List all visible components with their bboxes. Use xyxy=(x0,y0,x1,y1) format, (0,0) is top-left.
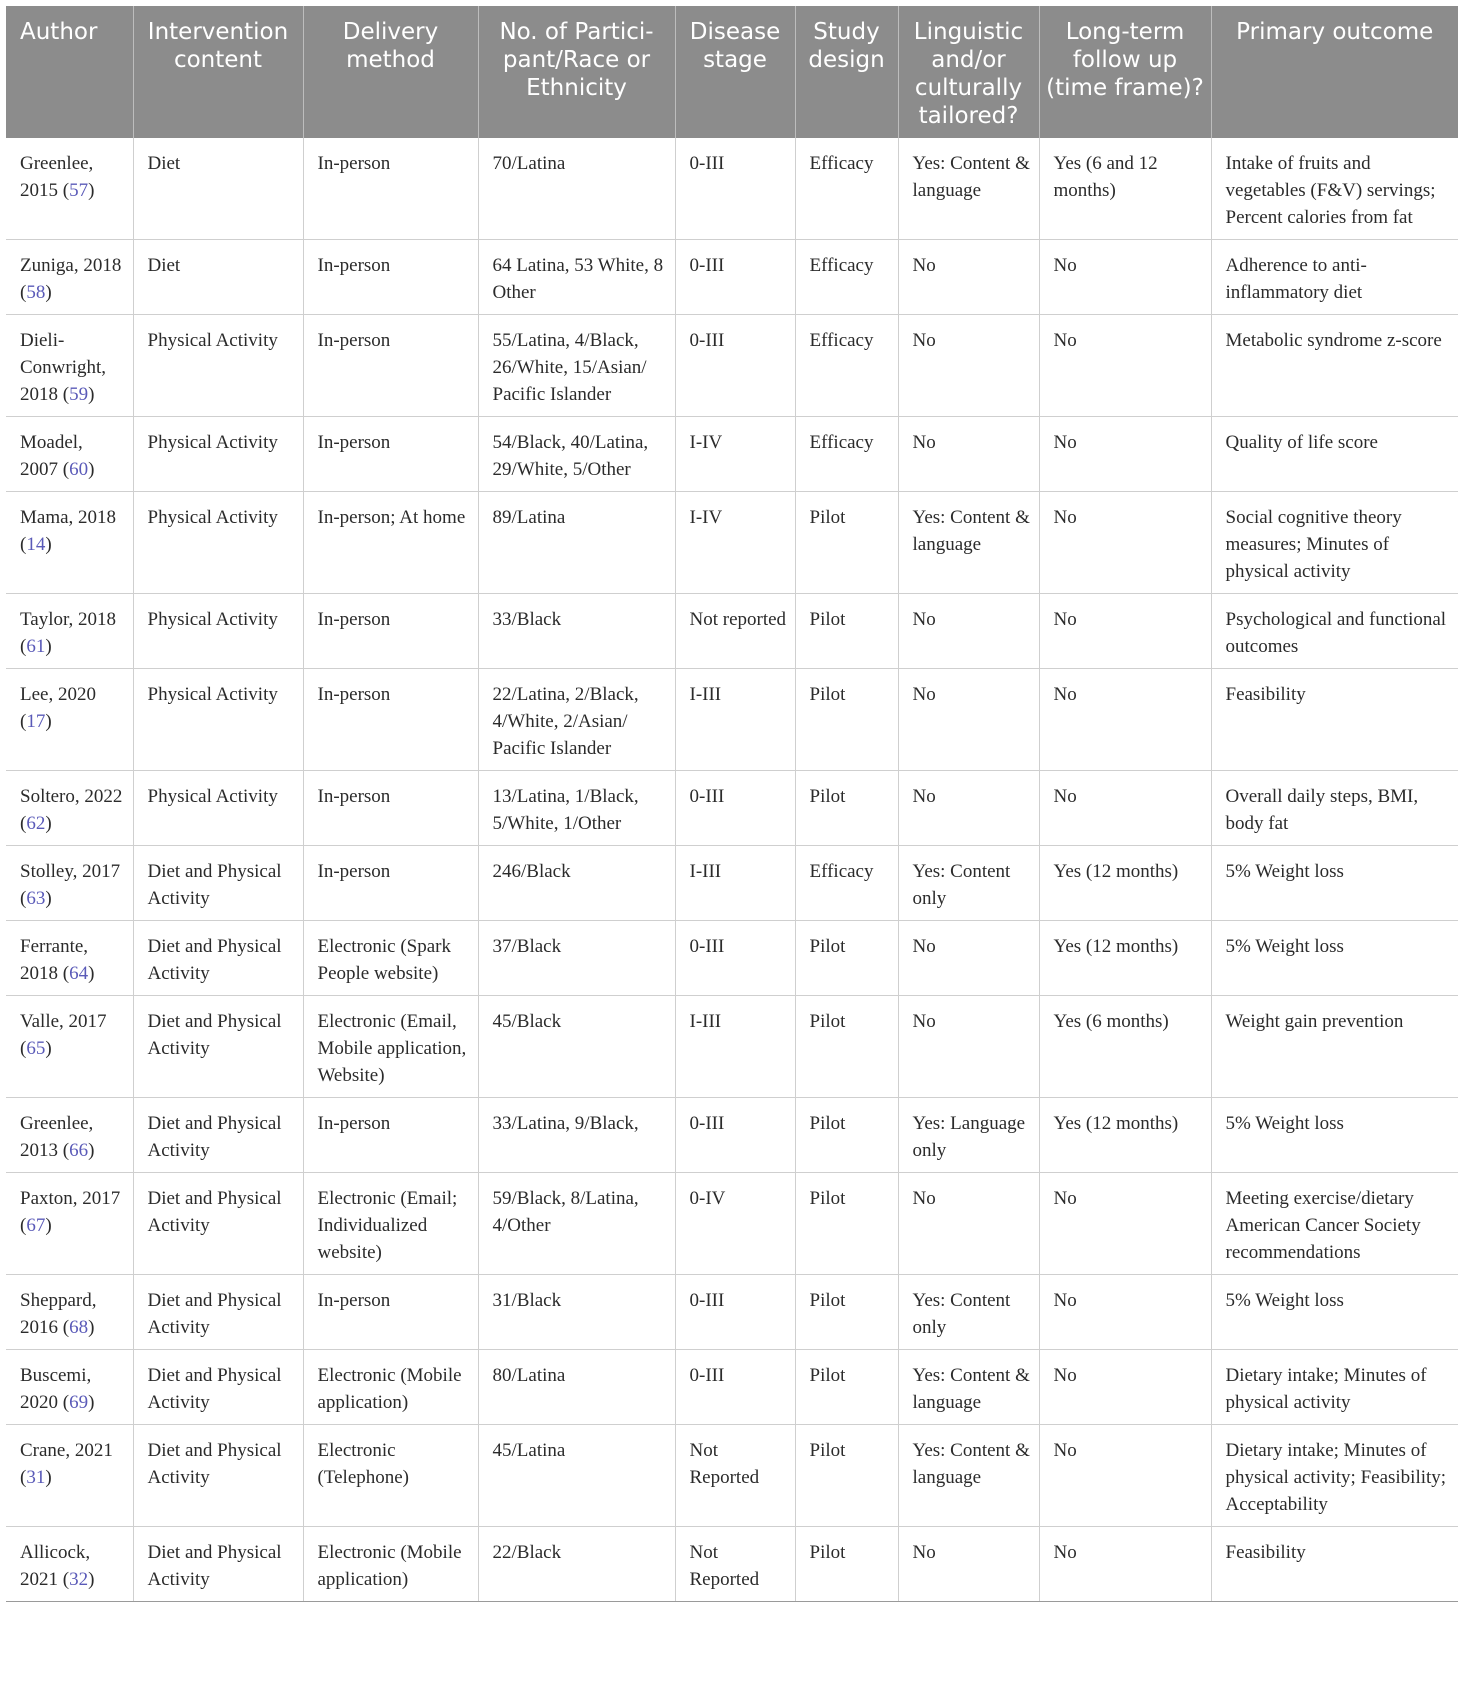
cell-author: Greenlee, 2015 (57) xyxy=(6,138,133,240)
cell-participants: 70/Latina xyxy=(478,138,675,240)
cell-participants: 89/Latina xyxy=(478,492,675,594)
author-name: Valle, 2017 xyxy=(20,1011,107,1032)
cell-delivery-method: In-person xyxy=(303,669,478,771)
table-row xyxy=(6,1350,1458,1425)
cell-delivery-method: Electronic (Spark People website) xyxy=(303,921,478,996)
author-name: Greenlee, 2013 xyxy=(20,1113,94,1161)
table-row xyxy=(6,240,1458,315)
cell-tailored: Yes: Content & language xyxy=(898,138,1039,240)
cell-study-design: Efficacy xyxy=(795,846,898,921)
cell-author: Moadel, 2007 (60) xyxy=(6,417,133,492)
cell-disease-stage: Not Reported xyxy=(675,1425,795,1527)
cell-participants: 22/Black xyxy=(478,1527,675,1602)
reference-link[interactable]: 69 xyxy=(69,1392,89,1413)
table-row xyxy=(6,492,1458,594)
author-name: Mama, 2018 xyxy=(20,507,117,528)
cell-participants: 45/Latina xyxy=(478,1425,675,1527)
cell-participants: 80/Latina xyxy=(478,1350,675,1425)
table-row xyxy=(6,846,1458,921)
table-row xyxy=(6,594,1458,669)
cell-study-design: Efficacy xyxy=(795,240,898,315)
cell-participants: 55/Latina, 4/Black, 26/White, 15/Asian/ Pacific Islander xyxy=(478,315,675,417)
cell-intervention-content: Diet and Physical Activity xyxy=(133,921,303,996)
cell-follow-up: No xyxy=(1039,1275,1211,1350)
table-row xyxy=(6,1275,1458,1350)
cell-follow-up: Yes (6 and 12 months) xyxy=(1039,138,1211,240)
author-name: Buscemi, 2020 xyxy=(20,1365,92,1413)
table-row xyxy=(6,771,1458,846)
cell-primary-outcome: 5% Weight loss xyxy=(1211,1098,1458,1173)
cell-intervention-content: Diet and Physical Activity xyxy=(133,1527,303,1602)
reference-link[interactable]: 17 xyxy=(26,711,46,732)
author-name: Stolley, 2017 xyxy=(20,861,121,882)
cell-delivery-method: Electronic (Mobile application) xyxy=(303,1350,478,1425)
cell-primary-outcome: Feasibility xyxy=(1211,669,1458,771)
author-name: Ferrante, 2018 xyxy=(20,936,89,984)
cell-follow-up: No xyxy=(1039,1173,1211,1275)
cell-disease-stage: Not Reported xyxy=(675,1527,795,1602)
cell-participants: 54/Black, 40/Latina, 29/White, 5/Other xyxy=(478,417,675,492)
cell-primary-outcome: Adherence to anti-inflammatory diet xyxy=(1211,240,1458,315)
table-container xyxy=(6,6,1458,1602)
cell-delivery-method: In-person xyxy=(303,846,478,921)
cell-study-design: Efficacy xyxy=(795,315,898,417)
table-row xyxy=(6,1098,1458,1173)
author-name: Allicock, 2021 xyxy=(20,1542,91,1590)
header-delivery-method: Delivery method xyxy=(303,6,478,138)
cell-disease-stage: 0-IV xyxy=(675,1173,795,1275)
cell-tailored: Yes: Content only xyxy=(898,846,1039,921)
cell-author: Paxton, 2017 (67) xyxy=(6,1173,133,1275)
cell-tailored: Yes: Content & language xyxy=(898,1350,1039,1425)
cell-study-design: Efficacy xyxy=(795,417,898,492)
cell-primary-outcome: Dietary intake; Minutes of physical activity; Feasibility; Acceptability xyxy=(1211,1425,1458,1527)
cell-tailored: No xyxy=(898,771,1039,846)
reference-link[interactable]: 62 xyxy=(26,813,46,834)
header-study-design: Study design xyxy=(795,6,898,138)
cell-tailored: Yes: Content & language xyxy=(898,492,1039,594)
cell-intervention-content: Diet and Physical Activity xyxy=(133,996,303,1098)
cell-tailored: Yes: Language only xyxy=(898,1098,1039,1173)
cell-participants: 246/Black xyxy=(478,846,675,921)
cell-follow-up: No xyxy=(1039,417,1211,492)
cell-delivery-method: In-person xyxy=(303,1098,478,1173)
cell-delivery-method: In-person xyxy=(303,594,478,669)
cell-disease-stage: 0-III xyxy=(675,1098,795,1173)
table-row xyxy=(6,996,1458,1098)
cell-delivery-method: In-person xyxy=(303,1275,478,1350)
table-row xyxy=(6,315,1458,417)
author-name: Moadel, 2007 xyxy=(20,432,83,480)
cell-participants: 45/Black xyxy=(478,996,675,1098)
reference-link[interactable]: 68 xyxy=(69,1317,89,1338)
author-name: Lee, 2020 xyxy=(20,684,96,705)
cell-follow-up: No xyxy=(1039,240,1211,315)
author-name: Crane, 2021 xyxy=(20,1440,113,1461)
table-body xyxy=(6,138,1458,1602)
cell-disease-stage: I-III xyxy=(675,996,795,1098)
cell-primary-outcome: Intake of fruits and vegetables (F&V) servings; Percent calories from fat xyxy=(1211,138,1458,240)
cell-tailored: No xyxy=(898,240,1039,315)
cell-intervention-content: Diet and Physical Activity xyxy=(133,1275,303,1350)
cell-primary-outcome: 5% Weight loss xyxy=(1211,1275,1458,1350)
cell-delivery-method: In-person xyxy=(303,417,478,492)
cell-disease-stage: 0-III xyxy=(675,315,795,417)
author-name: Soltero, 2022 xyxy=(20,786,123,807)
cell-disease-stage: I-III xyxy=(675,669,795,771)
cell-study-design: Pilot xyxy=(795,669,898,771)
reference-link[interactable]: 61 xyxy=(26,636,46,657)
cell-tailored: No xyxy=(898,1527,1039,1602)
author-name: Zuniga, 2018 xyxy=(20,255,122,276)
cell-disease-stage: 0-III xyxy=(675,771,795,846)
cell-delivery-method: In-person xyxy=(303,771,478,846)
table-row xyxy=(6,417,1458,492)
cell-study-design: Pilot xyxy=(795,1173,898,1275)
cell-follow-up: No xyxy=(1039,1425,1211,1527)
cell-delivery-method: In-person xyxy=(303,138,478,240)
table-row xyxy=(6,669,1458,771)
cell-disease-stage: Not reported xyxy=(675,594,795,669)
cell-intervention-content: Physical Activity xyxy=(133,492,303,594)
cell-disease-stage: 0-III xyxy=(675,1275,795,1350)
cell-delivery-method: Electronic (Mobile application) xyxy=(303,1527,478,1602)
cell-author: Greenlee, 2013 (66) xyxy=(6,1098,133,1173)
header-intervention-content: Intervention content xyxy=(133,6,303,138)
cell-intervention-content: Diet and Physical Activity xyxy=(133,846,303,921)
table-row xyxy=(6,921,1458,996)
cell-intervention-content: Physical Activity xyxy=(133,315,303,417)
cell-study-design: Pilot xyxy=(795,771,898,846)
cell-author: Soltero, 2022 (62) xyxy=(6,771,133,846)
cell-author: Mama, 2018 (14) xyxy=(6,492,133,594)
reference-link[interactable]: 32 xyxy=(69,1569,89,1590)
table-row xyxy=(6,1173,1458,1275)
author-name: Dieli-Conwright, 2018 xyxy=(20,330,107,405)
cell-author: Crane, 2021 (31) xyxy=(6,1425,133,1527)
cell-follow-up: No xyxy=(1039,492,1211,594)
cell-delivery-method: In-person; At home xyxy=(303,492,478,594)
cell-study-design: Pilot xyxy=(795,1098,898,1173)
cell-intervention-content: Physical Activity xyxy=(133,669,303,771)
table-row xyxy=(6,1425,1458,1527)
cell-primary-outcome: Feasibility xyxy=(1211,1527,1458,1602)
cell-intervention-content: Diet and Physical Activity xyxy=(133,1173,303,1275)
cell-author: Zuniga, 2018 (58) xyxy=(6,240,133,315)
cell-delivery-method: In-person xyxy=(303,240,478,315)
table-row xyxy=(6,1527,1458,1602)
cell-primary-outcome: Metabolic syndrome z-score xyxy=(1211,315,1458,417)
cell-follow-up: No xyxy=(1039,1527,1211,1602)
cell-tailored: No xyxy=(898,315,1039,417)
cell-follow-up: Yes (12 months) xyxy=(1039,846,1211,921)
cell-intervention-content: Diet xyxy=(133,240,303,315)
cell-follow-up: Yes (12 months) xyxy=(1039,921,1211,996)
cell-intervention-content: Physical Activity xyxy=(133,771,303,846)
table-row xyxy=(6,138,1458,240)
cell-follow-up: No xyxy=(1039,594,1211,669)
cell-follow-up: No xyxy=(1039,1350,1211,1425)
cell-participants: 33/Black xyxy=(478,594,675,669)
cell-follow-up: No xyxy=(1039,669,1211,771)
cell-primary-outcome: Overall daily steps, BMI, body fat xyxy=(1211,771,1458,846)
table-header xyxy=(6,6,1458,138)
cell-tailored: Yes: Content only xyxy=(898,1275,1039,1350)
header-follow-up: Long-term follow up (time frame)? xyxy=(1039,6,1211,138)
header-tailored: Linguistic and/or culturally tailored? xyxy=(898,6,1039,138)
header-disease-stage: Disease stage xyxy=(675,6,795,138)
cell-intervention-content: Physical Activity xyxy=(133,417,303,492)
cell-author: Dieli-Conwright, 2018 (59) xyxy=(6,315,133,417)
author-name: Greenlee, 2015 xyxy=(20,153,94,201)
cell-study-design: Pilot xyxy=(795,594,898,669)
cell-tailored: No xyxy=(898,594,1039,669)
author-name: Paxton, 2017 xyxy=(20,1188,121,1209)
cell-author: Stolley, 2017 (63) xyxy=(6,846,133,921)
cell-disease-stage: 0-III xyxy=(675,921,795,996)
cell-study-design: Pilot xyxy=(795,1350,898,1425)
cell-tailored: No xyxy=(898,996,1039,1098)
cell-primary-outcome: 5% Weight loss xyxy=(1211,846,1458,921)
cell-disease-stage: I-IV xyxy=(675,492,795,594)
cell-participants: 33/Latina, 9/Black, xyxy=(478,1098,675,1173)
reference-link[interactable]: 64 xyxy=(69,963,89,984)
cell-delivery-method: Electronic (Email, Mobile application, Website) xyxy=(303,996,478,1098)
cell-disease-stage: I-III xyxy=(675,846,795,921)
cell-author: Taylor, 2018 (61) xyxy=(6,594,133,669)
studies-table xyxy=(6,6,1458,1602)
reference-link[interactable]: 59 xyxy=(69,384,89,405)
cell-intervention-content: Diet xyxy=(133,138,303,240)
cell-primary-outcome: Quality of life score xyxy=(1211,417,1458,492)
cell-primary-outcome: Psychological and functional outcomes xyxy=(1211,594,1458,669)
cell-disease-stage: 0-III xyxy=(675,240,795,315)
reference-link[interactable]: 66 xyxy=(69,1140,89,1161)
author-name: Sheppard, 2016 xyxy=(20,1290,97,1338)
cell-tailored: No xyxy=(898,417,1039,492)
cell-intervention-content: Diet and Physical Activity xyxy=(133,1425,303,1527)
reference-link[interactable]: 60 xyxy=(69,459,89,480)
reference-link[interactable]: 58 xyxy=(26,282,46,303)
cell-delivery-method: Electronic (Telephone) xyxy=(303,1425,478,1527)
cell-participants: 64 Latina, 53 White, 8 Other xyxy=(478,240,675,315)
cell-primary-outcome: Dietary intake; Minutes of physical activity xyxy=(1211,1350,1458,1425)
cell-tailored: No xyxy=(898,669,1039,771)
cell-participants: 13/Latina, 1/Black, 5/White, 1/Other xyxy=(478,771,675,846)
header-row xyxy=(6,6,1458,138)
reference-link[interactable]: 63 xyxy=(26,888,46,909)
reference-link[interactable]: 57 xyxy=(69,180,89,201)
cell-primary-outcome: Social cognitive theory measures; Minutes of physical activity xyxy=(1211,492,1458,594)
header-author: Author xyxy=(6,6,133,138)
header-participants: No. of Partici-pant/Race or Ethnicity xyxy=(478,6,675,138)
reference-link[interactable]: 65 xyxy=(26,1038,46,1059)
cell-follow-up: Yes (12 months) xyxy=(1039,1098,1211,1173)
cell-participants: 59/Black, 8/Latina, 4/Other xyxy=(478,1173,675,1275)
cell-disease-stage: 0-III xyxy=(675,138,795,240)
cell-study-design: Efficacy xyxy=(795,138,898,240)
cell-participants: 37/Black xyxy=(478,921,675,996)
reference-link[interactable]: 31 xyxy=(26,1467,46,1488)
cell-author: Allicock, 2021 (32) xyxy=(6,1527,133,1602)
cell-intervention-content: Physical Activity xyxy=(133,594,303,669)
cell-disease-stage: I-IV xyxy=(675,417,795,492)
cell-tailored: No xyxy=(898,921,1039,996)
reference-link[interactable]: 14 xyxy=(26,534,46,555)
cell-disease-stage: 0-III xyxy=(675,1350,795,1425)
cell-primary-outcome: Meeting exercise/dietary American Cancer Society recommendations xyxy=(1211,1173,1458,1275)
cell-intervention-content: Diet and Physical Activity xyxy=(133,1098,303,1173)
cell-primary-outcome: 5% Weight loss xyxy=(1211,921,1458,996)
cell-delivery-method: Electronic (Email; Individualized website) xyxy=(303,1173,478,1275)
cell-tailored: Yes: Content & language xyxy=(898,1425,1039,1527)
cell-participants: 22/Latina, 2/Black, 4/White, 2/Asian/ Pacific Islander xyxy=(478,669,675,771)
cell-author: Valle, 2017 (65) xyxy=(6,996,133,1098)
header-primary-outcome: Primary outcome xyxy=(1211,6,1458,138)
cell-study-design: Pilot xyxy=(795,996,898,1098)
cell-follow-up: No xyxy=(1039,315,1211,417)
cell-author: Lee, 2020 (17) xyxy=(6,669,133,771)
cell-author: Buscemi, 2020 (69) xyxy=(6,1350,133,1425)
reference-link[interactable]: 67 xyxy=(26,1215,46,1236)
cell-study-design: Pilot xyxy=(795,492,898,594)
cell-follow-up: Yes (6 months) xyxy=(1039,996,1211,1098)
cell-author: Ferrante, 2018 (64) xyxy=(6,921,133,996)
cell-delivery-method: In-person xyxy=(303,315,478,417)
cell-study-design: Pilot xyxy=(795,1527,898,1602)
cell-follow-up: No xyxy=(1039,771,1211,846)
cell-study-design: Pilot xyxy=(795,1275,898,1350)
cell-primary-outcome: Weight gain prevention xyxy=(1211,996,1458,1098)
cell-participants: 31/Black xyxy=(478,1275,675,1350)
cell-study-design: Pilot xyxy=(795,921,898,996)
cell-study-design: Pilot xyxy=(795,1425,898,1527)
cell-author: Sheppard, 2016 (68) xyxy=(6,1275,133,1350)
cell-intervention-content: Diet and Physical Activity xyxy=(133,1350,303,1425)
cell-tailored: No xyxy=(898,1173,1039,1275)
author-name: Taylor, 2018 xyxy=(20,609,117,630)
